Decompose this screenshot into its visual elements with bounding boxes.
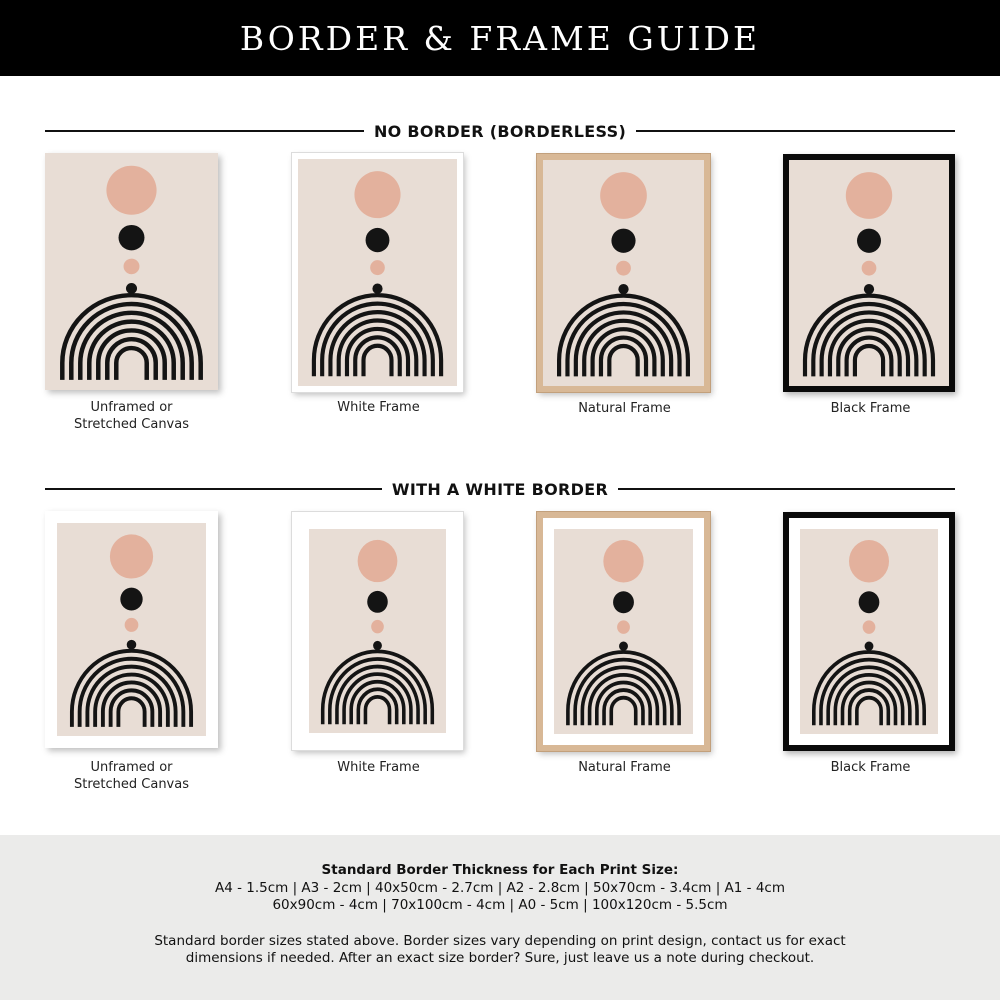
natural-frame [537, 512, 710, 751]
white-frame [292, 512, 463, 750]
artwork [800, 529, 938, 734]
artwork [298, 159, 457, 386]
natural-frame [537, 154, 710, 392]
artwork [789, 160, 949, 386]
section-title-borderless [45, 119, 955, 143]
footer-sizes-line: A4 - 1.5cm | A3 - 2cm | 40x50cm - 2.7cm | A2 - 2.8cm | 50x70cm - 3.4cm | A1 - 4cm [214, 880, 785, 896]
caption-black-frame: Black Frame [830, 760, 911, 775]
caption-white-frame: White Frame [337, 760, 420, 775]
footer-sizes-line: 60x90cm - 4cm | 70x100cm - 4cm | A0 - 5cm | 100x120cm - 5.5cm [272, 897, 728, 913]
caption-unframed: Unframed or Stretched Canvas [74, 400, 189, 432]
caption-black-frame: Black Frame [830, 401, 911, 416]
section-title-white-border [45, 477, 955, 501]
border-size-footer [0, 835, 1000, 1000]
artwork [543, 160, 704, 386]
page-title: BORDER & FRAME GUIDE [239, 18, 761, 58]
black-frame [783, 154, 955, 392]
canvas-frame [45, 153, 218, 390]
white-frame [292, 153, 463, 392]
artwork [309, 529, 446, 733]
artwork [554, 529, 693, 734]
footer-note-line: dimensions if needed. After an exact size border? Sure, just leave us a note during checkout. [185, 950, 815, 966]
canvas-frame [45, 511, 218, 748]
caption-unframed: Unframed or Stretched Canvas [74, 760, 189, 792]
black-frame [783, 512, 955, 751]
caption-natural-frame: Natural Frame [578, 760, 671, 775]
divider-line [45, 130, 364, 132]
footer-note-line: Standard border sizes stated above. Border sizes vary depending on print design, contact us for exact [154, 933, 846, 949]
artwork [57, 523, 206, 736]
divider-line [45, 488, 382, 490]
section-heading: NO BORDER (BORDERLESS) [373, 121, 627, 141]
divider-line [618, 488, 955, 490]
artwork [45, 153, 218, 390]
caption-natural-frame: Natural Frame [578, 401, 671, 416]
caption-white-frame: White Frame [337, 400, 420, 415]
divider-line [636, 130, 955, 132]
page-header [0, 0, 1000, 76]
section-heading: WITH A WHITE BORDER [391, 479, 609, 499]
footer-heading: Standard Border Thickness for Each Print Size: [321, 862, 679, 878]
